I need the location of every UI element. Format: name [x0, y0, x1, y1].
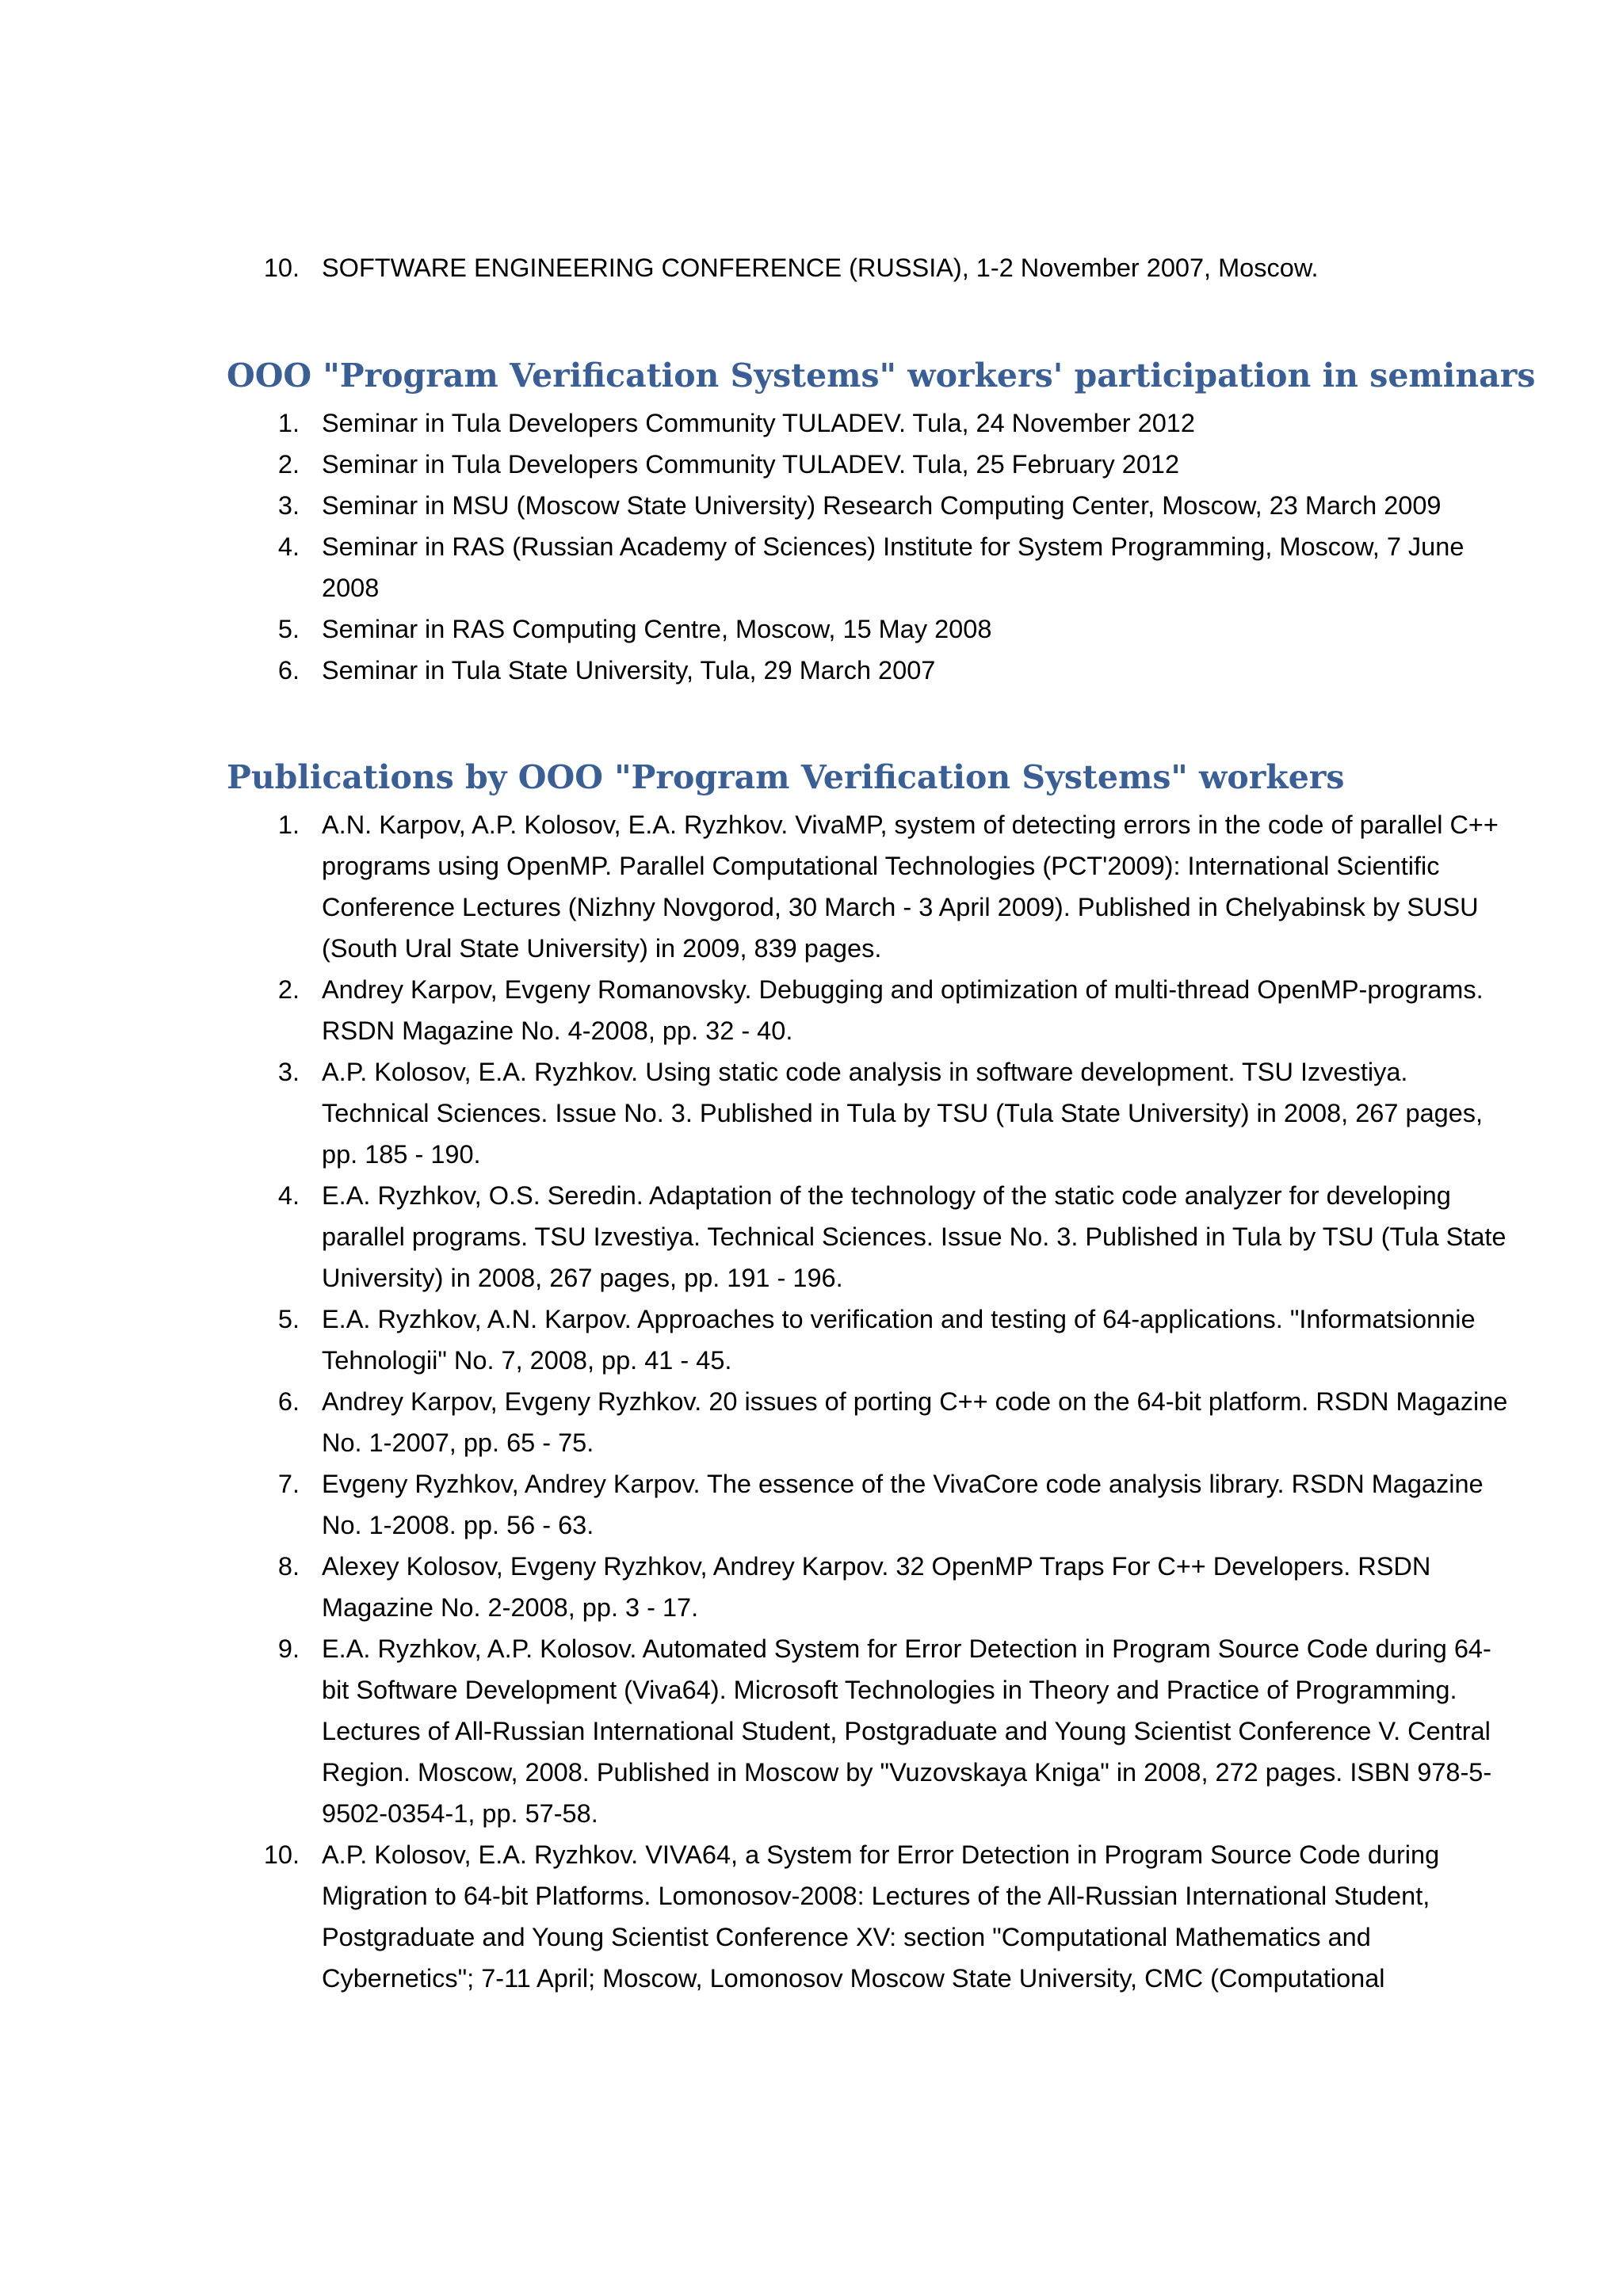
- list-item: [0, 1051, 1623, 1175]
- list-item-number: 6.: [277, 656, 300, 685]
- list-item-number: 10.: [263, 254, 300, 282]
- list-item: [0, 1834, 1623, 1999]
- list-item: [0, 485, 1623, 526]
- list-item-text: Seminar in RAS (Russian Academy of Sciences) Institute for System Programming, Moscow, 7 June 2008: [322, 532, 1465, 602]
- list-item: [0, 1628, 1623, 1834]
- list-item-number: 9.: [277, 1634, 300, 1663]
- list-item: [0, 247, 1623, 288]
- list-item: [0, 1175, 1623, 1299]
- list-item-number: 8.: [277, 1552, 300, 1581]
- seminars-heading: OOO "Program Verification Systems" workers' participation in seminars: [227, 357, 1536, 395]
- list-item: [0, 969, 1623, 1051]
- list-item-text: Seminar in Tula Developers Community TULADEV. Tula, 24 November 2012: [322, 409, 1195, 437]
- list-item-text: A.P. Kolosov, E.A. Ryzhkov. Using static code analysis in software development. TSU Izvestiya. Technical Sciences. Issue No. 3. Published in Tula by TSU (Tula State University) in 2008, 267 pages, pp. 185 - 190.: [322, 1058, 1484, 1169]
- list-item-number: 2.: [277, 975, 300, 1004]
- list-item-text: Andrey Karpov, Evgeny Ryzhkov. 20 issues of porting C++ code on the 64-bit platform. RSDN Magazine No. 1-2007, pp. 65 - 75.: [322, 1387, 1508, 1457]
- list-item-text: Evgeny Ryzhkov, Andrey Karpov. The essence of the VivaCore code analysis library. RSDN Magazine No. 1-2008. pp. 56 - 63.: [322, 1470, 1484, 1539]
- list-item: [0, 650, 1623, 691]
- list-item-text: Seminar in Tula State University, Tula, 29 March 2007: [322, 656, 936, 685]
- list-item-text: Alexey Kolosov, Evgeny Ryzhkov, Andrey Karpov. 32 OpenMP Traps For C++ Developers. RSDN Magazine No. 2-2008, pp. 3 - 17.: [322, 1552, 1431, 1622]
- list-item-text: Andrey Karpov, Evgeny Romanovsky. Debugging and optimization of multi-thread OpenMP-programs. RSDN Magazine No. 4-2008, pp. 32 - 40.: [322, 975, 1484, 1045]
- list-item: [0, 1299, 1623, 1381]
- list-item-text: E.A. Ryzhkov, A.N. Karpov. Approaches to verification and testing of 64-applications. "Informatsionnie Tehnologii" No. 7, 2008, pp. 41 - 45.: [322, 1305, 1476, 1375]
- list-item-number: 5.: [277, 1305, 300, 1333]
- list-item-text: Seminar in MSU (Moscow State University) Research Computing Center, Moscow, 23 March 2009: [322, 491, 1442, 520]
- list-item-text: E.A. Ryzhkov, A.P. Kolosov. Automated System for Error Detection in Program Source Code during 64-bit Software Development (Viva64). Microsoft Technologies in Theory and Practice of Programming. Lectures of All-Russian International Student, Postgraduate and Young Scientist Conference V. Central Region. Moscow, 2008. Published in Moscow by "Vuzovskaya Kniga" in 2008, 272 pages. ISBN 978-5-9502-0354-1, pp. 57-58.: [322, 1634, 1492, 1828]
- list-item-number: 10.: [263, 1840, 300, 1869]
- list-item-number: 3.: [277, 491, 300, 520]
- list-item: [0, 1463, 1623, 1546]
- list-item-text: A.P. Kolosov, E.A. Ryzhkov. VIVA64, a System for Error Detection in Program Source Code during Migration to 64-bit Platforms. Lomonosov-2008: Lectures of the All-Russian International Student, Postgraduate and Young Scientist Conference XV: section "Computational Mathematics and Cybernetics"; 7-11 April; Moscow, Lomonosov Moscow State University, CMC (Computational: [322, 1840, 1440, 1993]
- publications-heading: Publications by OOO "Program Verification Systems" workers: [227, 758, 1345, 796]
- list-item-number: 6.: [277, 1387, 300, 1416]
- list-item-number: 1.: [277, 409, 300, 437]
- list-item-number: 1.: [277, 810, 300, 839]
- list-item-number: 5.: [277, 615, 300, 643]
- list-item-text: Seminar in Tula Developers Community TULADEV. Tula, 25 February 2012: [322, 450, 1180, 479]
- list-item: [0, 804, 1623, 969]
- list-item: [0, 1546, 1623, 1628]
- list-item-text: A.N. Karpov, A.P. Kolosov, E.A. Ryzhkov. VivaMP, system of detecting errors in the code of parallel C++ programs using OpenMP. Parallel Computational Technologies (PCT'2009): International Scientific Conference Lectures (Nizhny Novgorod, 30 March - 3 April 2009). Published in Chelyabinsk by SUSU (South Ural State University) in 2009, 839 pages.: [322, 810, 1499, 963]
- list-item-text: Seminar in RAS Computing Centre, Moscow, 15 May 2008: [322, 615, 992, 643]
- list-item-number: 2.: [277, 450, 300, 479]
- list-item-number: 4.: [277, 532, 300, 561]
- list-item: [0, 526, 1623, 608]
- list-item: [0, 402, 1623, 444]
- conference-list-continued: [0, 247, 1623, 288]
- list-item-text: E.A. Ryzhkov, O.S. Seredin. Adaptation of the technology of the static code analyzer for developing parallel programs. TSU Izvestiya. Technical Sciences. Issue No. 3. Published in Tula by TSU (Tula State University) in 2008, 267 pages, pp. 191 - 196.: [322, 1181, 1507, 1292]
- list-item: [0, 444, 1623, 485]
- list-item: [0, 608, 1623, 650]
- publications-list: [0, 804, 1623, 1999]
- list-item-number: 7.: [277, 1470, 300, 1498]
- list-item: [0, 1381, 1623, 1463]
- list-item-text: SOFTWARE ENGINEERING CONFERENCE (RUSSIA), 1-2 November 2007, Moscow.: [322, 254, 1319, 282]
- list-item-number: 4.: [277, 1181, 300, 1210]
- seminars-list: [0, 402, 1623, 691]
- list-item-number: 3.: [277, 1058, 300, 1086]
